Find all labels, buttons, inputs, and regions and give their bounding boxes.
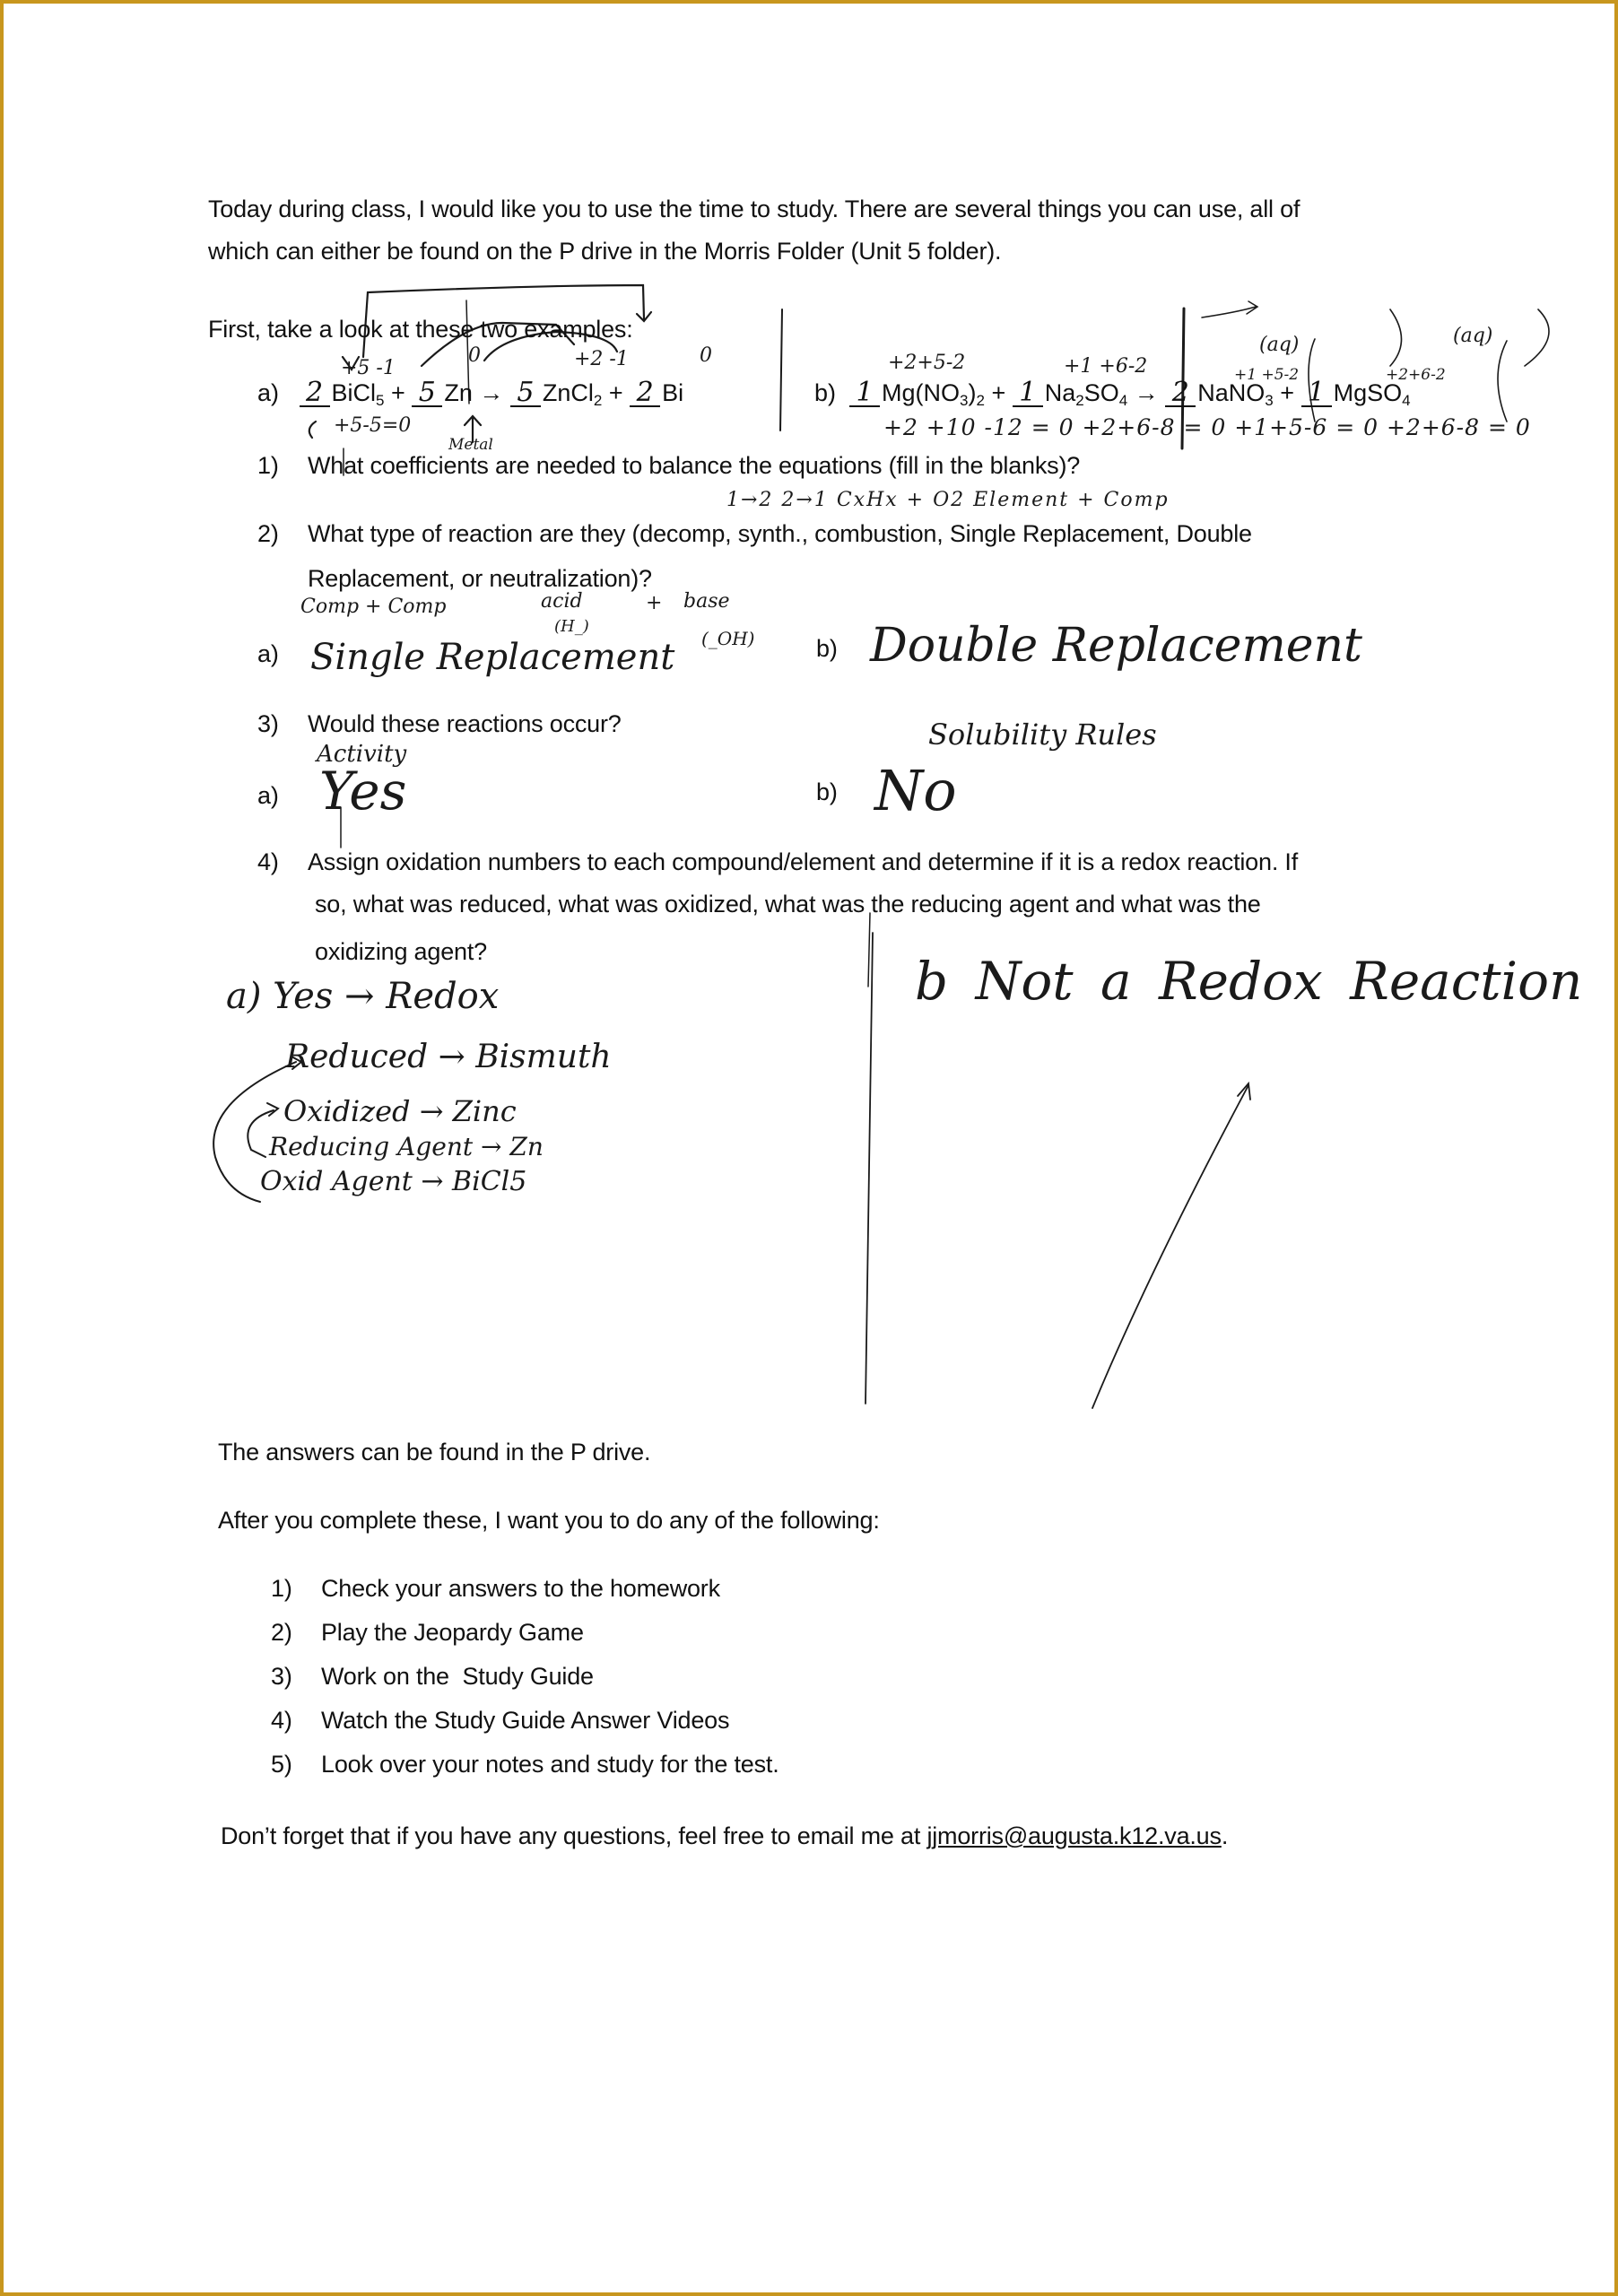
coefficient-a4-blank[interactable]: 2 — [630, 380, 660, 407]
question-2: 2) What type of reaction are they (decomp, synth., combustion, Single Replacement, Double — [257, 520, 1252, 547]
intro-line-1: Today during class, I would like you to use the time to study. There are several things you can use, all of — [208, 196, 1300, 222]
equation-b — [814, 379, 1411, 410]
question-3-answer-a-label: a) — [257, 782, 279, 809]
oxidation-numbers-mgno3: +2+5-2 — [888, 352, 966, 374]
coefficient-a3-blank[interactable]: 5 — [510, 380, 541, 407]
state-aq-nano3: (aq) — [1259, 334, 1300, 356]
question-4-text-line-2: so, what was reduced, what was oxidized, what was the reducing agent and what was the — [315, 891, 1261, 918]
coefficient-b4-blank[interactable]: 1 — [1301, 380, 1332, 407]
coefficient-b1-blank[interactable]: 1 — [849, 380, 880, 407]
question-2-text-line-1: What type of reaction are they (decomp, synth., combustion, Single Replacement, Double — [308, 520, 1252, 547]
note-plus: + — [646, 592, 663, 614]
question-1: 1) What coefficients are needed to balance the equations (fill in the blanks)? — [257, 452, 1081, 479]
note-comp-plus-comp: Comp + Comp — [300, 596, 447, 618]
question-4: 4) Assign oxidation numbers to each compound/element and determine if it is a redox reaction. If — [257, 848, 1299, 875]
question-2-answer-b-label: b) — [816, 635, 838, 662]
closing-line: Don’t forget that if you have any questions, feel free to email me at jjmorris@augusta.k12.va.us. — [221, 1822, 1229, 1849]
question-4-text-line-3: oxidizing agent? — [315, 938, 487, 965]
reactant-mgno32: $Mg(NO_3)_2$ — [882, 379, 985, 409]
intro-line-2: which can either be found on the P drive in the Morris Folder (Unit 5 folder). — [208, 238, 1002, 265]
note-base: base — [683, 590, 730, 613]
oxidation-numbers-bicl5: +5 -1 — [341, 357, 396, 379]
question-3: 3) Would these reactions occur? — [257, 710, 622, 737]
reaction-arrow-icon: → — [479, 379, 504, 406]
reactant-bicl5: BiCl$_5$ — [331, 379, 385, 409]
plus-sign: + — [1280, 379, 1295, 406]
oxidation-number-zn: 0 — [468, 344, 481, 367]
question-3-answer-b-label: b) — [816, 778, 838, 805]
oxidation-sum-line-b: +2 +10 -12 = 0 +2+6-8 = 0 +1+5-6 = 0 +2+6-8 = 0 — [883, 414, 1531, 440]
equation-a-label: a) — [257, 379, 280, 406]
question-4-answer-a-reduced: Reduced → Bismuth — [285, 1039, 612, 1075]
question-3-answer-b: No — [874, 758, 957, 823]
email-link[interactable]: jjmorris@augusta.k12.va.us — [926, 1822, 1222, 1849]
reactant-zn: Zn — [444, 379, 473, 406]
product-nano3: NaNO$_3$ — [1197, 379, 1274, 409]
coefficient-b2-blank[interactable]: 1 — [1013, 380, 1043, 407]
answers-note: The answers can be found in the P drive. — [218, 1439, 651, 1465]
plus-sign: + — [991, 379, 1006, 406]
coefficient-a1-blank[interactable]: 2 — [300, 380, 330, 407]
state-aq-mgso4: (aq) — [1453, 325, 1493, 347]
todo-item: 1) Check your answers to the homework — [271, 1575, 720, 1602]
note-activity: Activity — [317, 741, 407, 768]
note-acid: acid — [541, 590, 583, 613]
reactant-na2so4: $Na_2SO_4$ — [1044, 379, 1128, 409]
oxidation-numbers-mgso4: +2+6-2 — [1386, 366, 1446, 384]
question-4-text-line-1: Assign oxidation numbers to each compound/element and determine if it is a redox reaction. If — [308, 848, 1299, 875]
oxidation-numbers-na2so4: +1 +6-2 — [1064, 355, 1148, 378]
question-4-answer-b: b Not a Redox Reaction — [915, 951, 1583, 1012]
note-metal: Metal — [448, 436, 493, 454]
todo-item: 5) Look over your notes and study for the test. — [271, 1751, 779, 1778]
question-3-text: Would these reactions occur? — [308, 710, 622, 737]
product-zncl2: ZnCl$_2$ — [542, 379, 603, 409]
question-1-text: What coefficients are needed to balance the equations (fill in the blanks)? — [308, 452, 1081, 479]
closing-text: Don’t forget that if you have any questions, feel free to email me at — [221, 1822, 927, 1849]
oxidation-sum-bicl5: +5-5=0 — [334, 414, 412, 437]
question-2-answer-a: Single Replacement — [310, 637, 675, 678]
oxidation-numbers-nano3: +1 +5-2 — [1234, 366, 1300, 384]
examples-intro: First, take a look at these two examples: — [208, 316, 633, 343]
question-2-text-line-2: Replacement, or neutralization)? — [308, 565, 652, 592]
todo-item: 3) Work on the Study Guide — [271, 1663, 594, 1690]
question-2-answer-a-label: a) — [257, 640, 279, 667]
todo-item: 4) Watch the Study Guide Answer Videos — [271, 1707, 730, 1734]
equation-b-label: b) — [814, 379, 837, 406]
note-base-oh: (_OH) — [701, 628, 755, 649]
reaction-arrow-icon: → — [1134, 379, 1159, 406]
question-1-margin-notes: 1→2 2→1 CxHx + O2 Element + Comp — [726, 489, 1170, 511]
followup-intro: After you complete these, I want you to do any of the following: — [218, 1507, 880, 1534]
question-2-answer-b: Double Replacement — [870, 619, 1362, 673]
oxidation-number-bi: 0 — [700, 344, 712, 367]
question-3-answer-a: Yes — [319, 761, 407, 822]
todo-item: 2) Play the Jeopardy Game — [271, 1619, 584, 1646]
plus-sign: + — [391, 379, 405, 406]
question-4-answer-a-reducing-agent: Reducing Agent → Zn — [269, 1132, 544, 1161]
equation-a — [257, 379, 683, 410]
question-4-answer-a-oxidized: Oxidized → Zinc — [283, 1094, 517, 1128]
oxidation-numbers-zncl2: +2 -1 — [574, 348, 629, 370]
question-4-answer-a-oxidizing-agent: Oxid Agent → BiCl5 — [260, 1166, 527, 1197]
question-4-answer-a-line-1: a) Yes → Redox — [226, 976, 500, 1017]
product-bi: Bi — [662, 379, 684, 406]
todo-list — [271, 1575, 779, 1795]
coefficient-a2-blank[interactable]: 5 — [412, 380, 442, 407]
note-solubility-rules: Solubility Rules — [928, 718, 1157, 752]
note-acid-h: (H_) — [554, 617, 589, 636]
plus-sign: + — [608, 379, 623, 406]
product-mgso4: MgSO$_4$ — [1333, 379, 1411, 409]
coefficient-b3-blank[interactable]: 2 — [1165, 380, 1196, 407]
